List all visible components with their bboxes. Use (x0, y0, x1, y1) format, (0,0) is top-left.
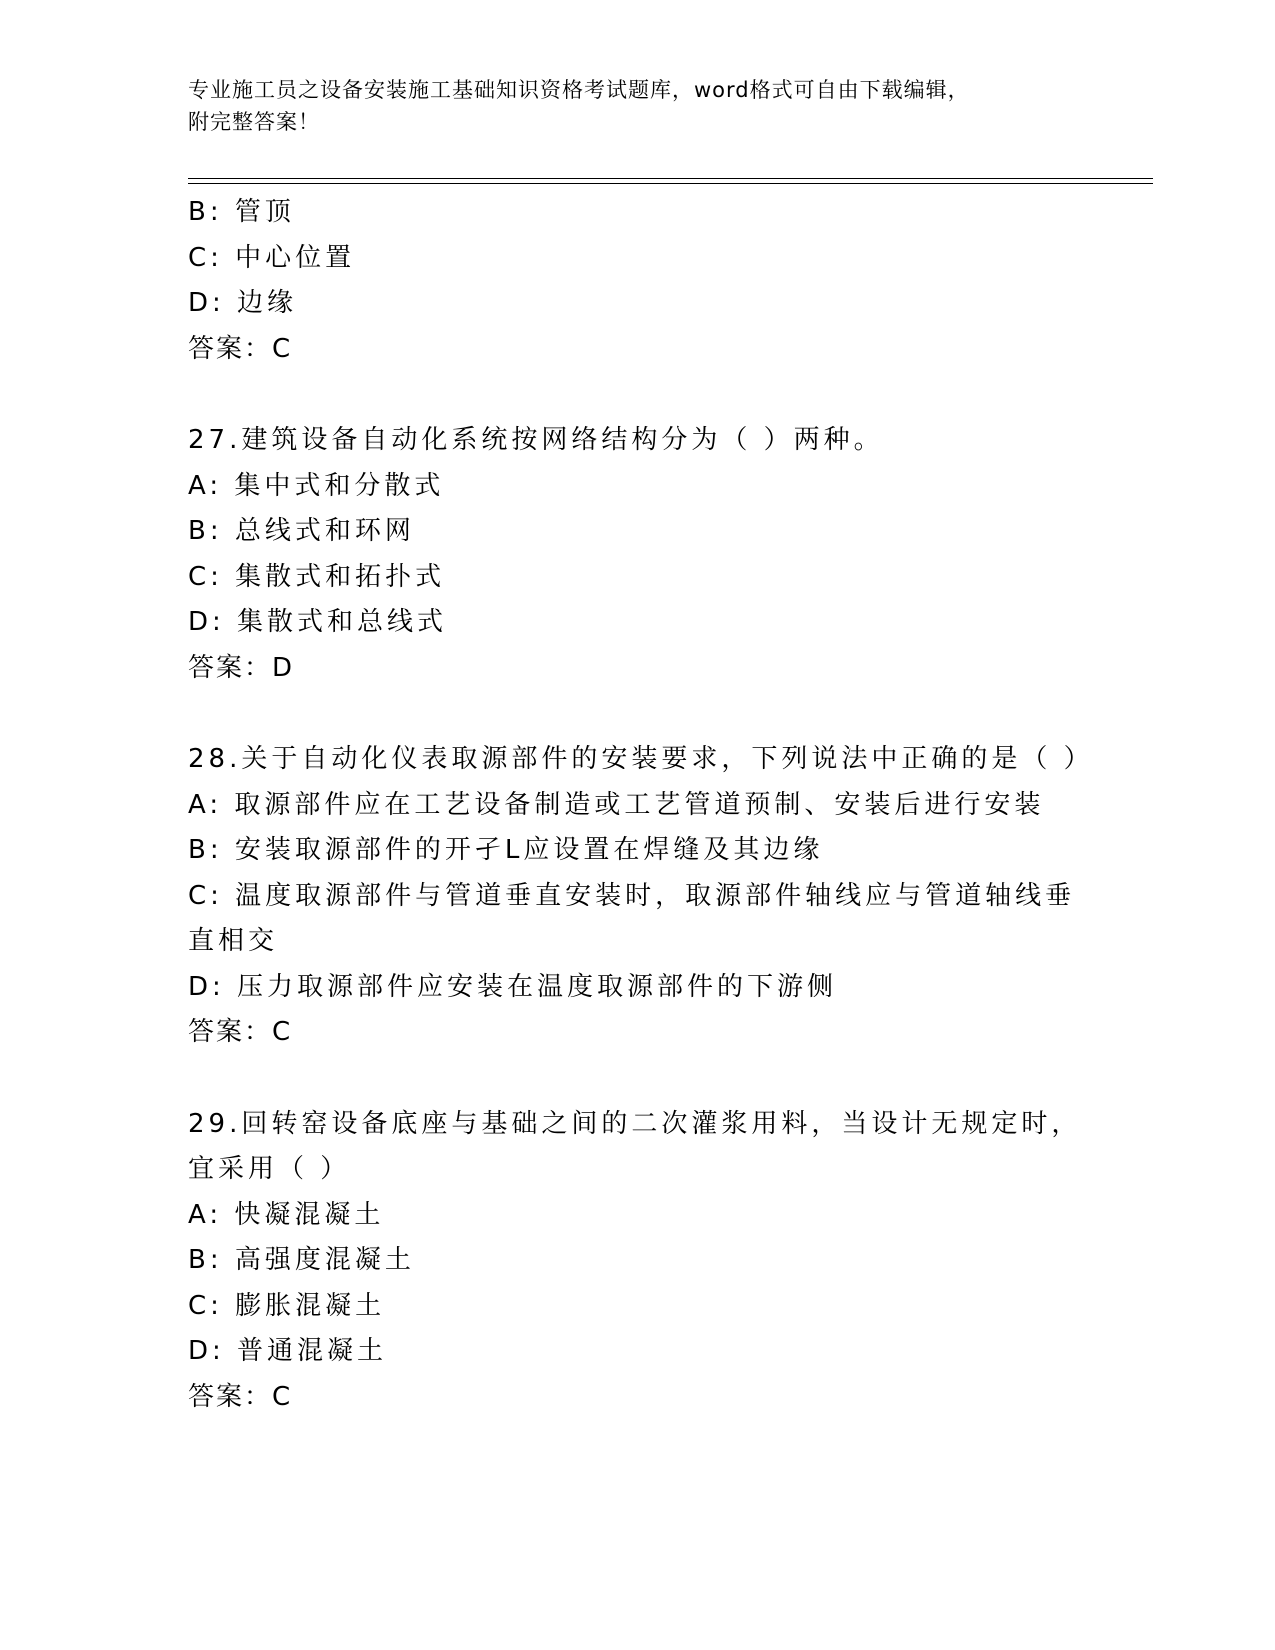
option-c: C: 集散式和拓扑式 (188, 561, 446, 592)
option-c: C: 中心位置 (188, 242, 356, 273)
option-d: D: 集散式和总线式 (188, 607, 448, 637)
question-stem: 27.建筑设备自动化系统按网络结构分为（ ）两种。 (188, 425, 884, 455)
option-a: A: 集中式和分散式 (188, 470, 445, 501)
option-c: C: 温度取源部件与管道垂直安装时，取源部件轴线应与管道轴线垂直相交 (188, 880, 1076, 956)
option-a: A: 快凝混凝土 (188, 1199, 385, 1230)
answer-line: 答案：D (188, 652, 295, 683)
document-header (188, 74, 1088, 138)
header-line-1: 专业施工员之设备安装施工基础知识资格考试题库，word格式可自由下载编辑， (188, 78, 970, 102)
option-b: B: 安装取源部件的开孑L应设置在焊缝及其边缘 (188, 835, 824, 865)
option-b: B: 总线式和环网 (188, 516, 415, 546)
question-stem: 29.回转窑设备底座与基础之间的二次灌浆用料，当设计无规定时，宜采用（ ） (188, 1108, 1082, 1184)
option-d: D: 压力取源部件应安装在温度取源部件的下游侧 (188, 971, 838, 1002)
answer-line: 答案：C (188, 1381, 293, 1412)
header-line-2: 附完整答案！ (188, 110, 320, 134)
question-list (188, 190, 1094, 1420)
question-28 (188, 737, 1094, 1056)
option-d: D: 边缘 (188, 288, 298, 318)
option-b: B: 管顶 (188, 197, 295, 227)
option-b: B: 高强度混凝土 (188, 1245, 415, 1275)
option-c: C: 膨胀混凝土 (188, 1290, 386, 1321)
answer-line: 答案：C (188, 1017, 293, 1047)
question-27 (188, 418, 1088, 691)
question-29 (188, 1102, 1088, 1421)
question-26-continued (188, 190, 1088, 372)
header-divider-bottom (188, 183, 1153, 184)
option-a: A: 取源部件应在工艺设备制造或工艺管道预制、安装后进行安装 (188, 789, 1045, 820)
answer-line: 答案：C (188, 333, 293, 364)
question-stem: 28.关于自动化仪表取源部件的安装要求，下列说法中正确的是（ ） (188, 744, 1094, 774)
header-divider-top (188, 178, 1153, 179)
option-d: D: 普通混凝土 (188, 1336, 388, 1366)
